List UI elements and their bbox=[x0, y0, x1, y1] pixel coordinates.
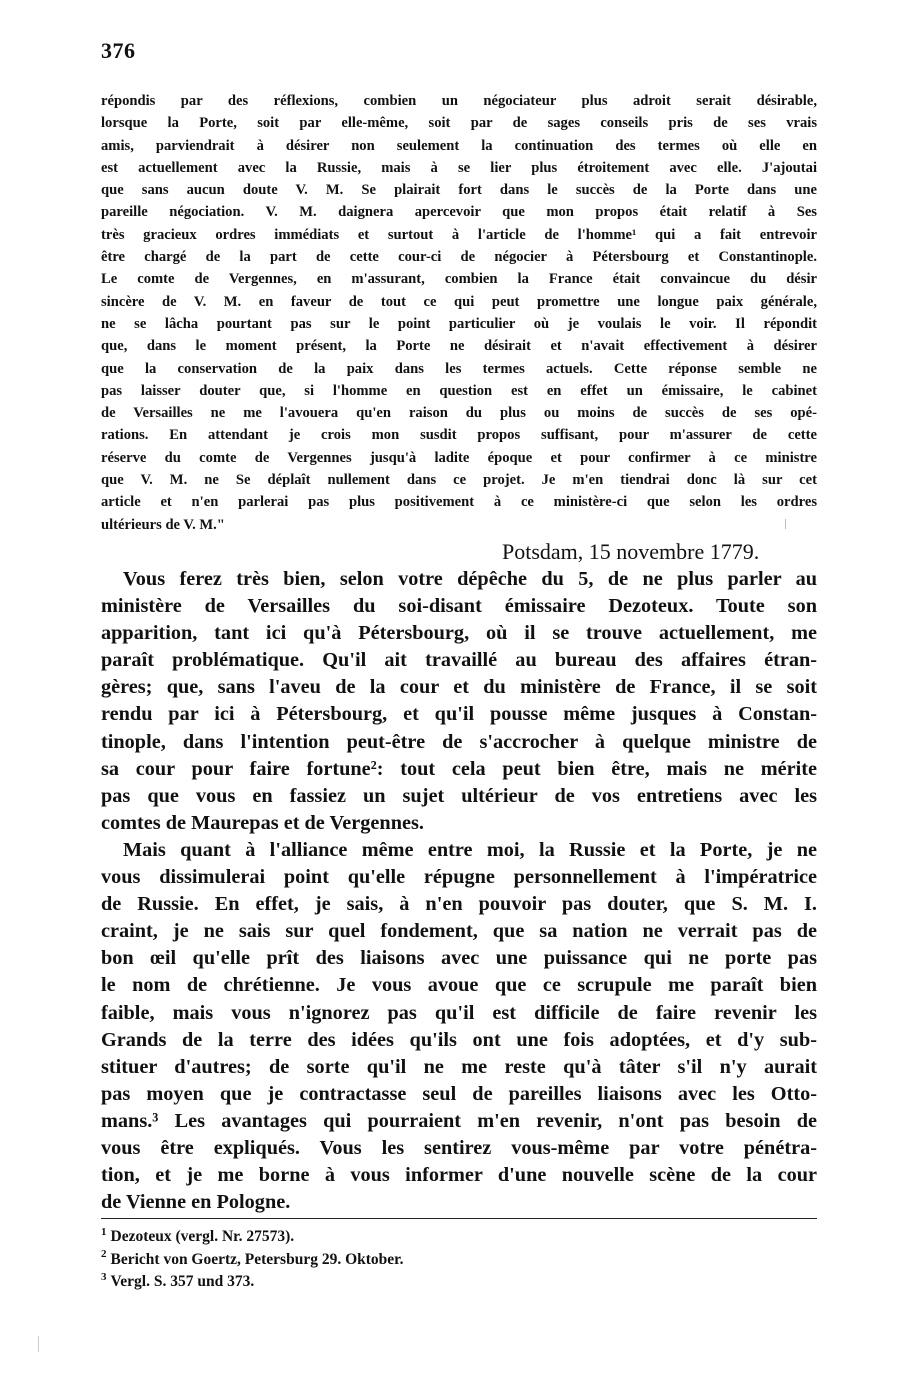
footnote-divider bbox=[101, 1218, 817, 1219]
body-line: ministère de Versailles du soi-disant émissaire Dezoteux. Toute son bbox=[101, 595, 817, 618]
body-line: le nom de chrétienne. Je vous avoue que ce scrupule me paraît bien bbox=[101, 974, 817, 997]
letter-body bbox=[101, 566, 817, 1216]
body-line: mans.³ Les avantages qui pourraient m'en revenir, n'ont pas besoin de bbox=[101, 1109, 817, 1132]
quote-line: être chargé de la part de cette cour-ci de négocier à Pétersbourg et Constantinople. bbox=[101, 249, 817, 266]
body-line: rendu par ici à Pétersbourg, et qu'il pousse même jusques à Constan- bbox=[101, 703, 817, 726]
footnote bbox=[101, 1249, 817, 1272]
quote-line: amis, parviendrait à désirer non seulement la continuation des termes où elle en bbox=[101, 137, 817, 154]
body-line: Grands de la terre des idées qu'ils ont une fois adoptées, et d'y sub- bbox=[101, 1028, 817, 1051]
scan-artifact bbox=[38, 1336, 39, 1352]
body-line: stituer d'autres; de sorte qu'il ne me reste qu'à tâter s'il n'y aurait bbox=[101, 1055, 817, 1078]
quote-line: pas laisser douter que, si l'homme en question est en effet un émissaire, le cabinet bbox=[101, 382, 817, 399]
body-line: de Russie. En effet, je sais, à n'en pouvoir pas douter, que S. M. I. bbox=[101, 893, 817, 916]
quote-line: répondis par des réflexions, combien un négociateur plus adroit serait désirable, bbox=[101, 93, 817, 109]
body-line: craint, je ne sais sur quel fondement, que sa nation ne verrait pas de bbox=[101, 920, 817, 943]
footnote bbox=[101, 1271, 817, 1294]
quote-line: que la conservation de la paix dans les termes actuels. Cette réponse semble ne bbox=[101, 360, 817, 377]
body-line: Vous ferez très bien, selon votre dépêche du 5, de ne plus parler au bbox=[123, 568, 817, 590]
dateline: Potsdam, 15 novembre 1779. bbox=[502, 539, 760, 564]
margin-tick bbox=[785, 519, 786, 529]
body-line: pas moyen que je contractasse seul de pareilles liaisons avec les Otto- bbox=[101, 1082, 817, 1105]
quote-line: que, dans le moment présent, la Porte ne désirait et n'avait effectivement à désirer bbox=[101, 338, 817, 355]
quote-line: est actuellement avec la Russie, mais à se lier plus étroitement avec elle. J'ajoutai bbox=[101, 159, 817, 176]
body-line: paraît problématique. Qu'il ait travaillé au bureau des affaires étran- bbox=[101, 649, 817, 672]
footnotes bbox=[101, 1226, 817, 1294]
body-line: faible, mais vous n'ignorez pas qu'il est difficile de faire revenir les bbox=[101, 1001, 817, 1024]
quote-line: ne se lâcha pourtant pas sur le point particulier où je voulais le voir. Il répondit bbox=[101, 315, 817, 332]
body-line: de Vienne en Pologne. bbox=[101, 1191, 291, 1214]
body-line: comtes de Maurepas et de Vergennes. bbox=[101, 811, 424, 834]
footnote-mark: 2 bbox=[101, 1248, 107, 1261]
quote-line: rations. En attendant je crois mon susdit propos suffisant, pour m'assurer de cette bbox=[101, 427, 817, 444]
quote-line: Le comte de Vergennes, en m'assurant, combien la France était convaincue du désir bbox=[101, 271, 817, 288]
body-line: gères; que, sans l'aveu de la cour et du ministère de France, il se soit bbox=[101, 676, 817, 699]
quote-line: que sans aucun doute V. M. Se plairait fort dans le succès de la Porte dans une bbox=[101, 182, 817, 199]
footnote-mark: 3 bbox=[101, 1270, 107, 1283]
quote-line: réserve du comte de Vergennes jusqu'à ladite époque et pour confirmer à ce ministre bbox=[101, 449, 817, 466]
page-number: 376 bbox=[101, 38, 136, 63]
body-line: vous être expliqués. Vous les sentirez vous-même par votre pénétra- bbox=[101, 1136, 817, 1159]
quote-line: que V. M. ne Se déplaît nullement dans ce projet. Je m'en tiendrai donc là sur cet bbox=[101, 472, 817, 489]
body-line: tinople, dans l'intention peut-être de s'accrocher à quelque ministre de bbox=[101, 730, 817, 753]
body-line: bon œil qu'elle prît des liaisons avec une puissance qui ne porte pas bbox=[101, 947, 817, 970]
quote-line: article et n'en parlerai pas plus positivement à ce ministère-ci que selon les ordres bbox=[101, 494, 817, 511]
quote-line: sincère de V. M. en faveur de tout ce qui peut promettre une longue paix générale, bbox=[101, 293, 817, 310]
quote-line: de Versailles ne me l'avouera qu'en raison du plus ou moins de succès de ses opé- bbox=[101, 405, 817, 422]
quote-line: ultérieurs de V. M." bbox=[101, 516, 225, 533]
footnote-text: Vergl. S. 357 und 373. bbox=[110, 1273, 255, 1290]
body-line: sa cour pour faire fortune²: tout cela peut bien être, mais ne mérite bbox=[101, 757, 817, 780]
footnote-text: Bericht von Goertz, Petersburg 29. Oktober. bbox=[110, 1250, 404, 1268]
body-line: vous dissimulerai point qu'elle répugne personnellement à l'impératrice bbox=[101, 866, 817, 889]
footnote bbox=[101, 1226, 817, 1249]
quote-line: pareille négociation. V. M. daignera apercevoir que mon propos était relatif à Ses bbox=[101, 204, 817, 221]
quoted-report-block bbox=[101, 90, 817, 536]
body-line: apparition, tant ici qu'à Pétersbourg, où il se trouve actuellement, me bbox=[101, 622, 817, 645]
quote-line: lorsque la Porte, soit par elle-même, soit par de sages conseils pris de ses vrais bbox=[101, 115, 817, 132]
body-line: pas que vous en fassiez un sujet ultérieur de vos entretiens avec les bbox=[101, 784, 817, 807]
quote-line: très gracieux ordres immédiats et surtout à l'article de l'homme¹ qui a fait entrevoir bbox=[101, 226, 817, 243]
body-line: tion, et je me borne à vous informer d'une nouvelle scène de la cour bbox=[101, 1164, 817, 1187]
body-line: Mais quant à l'alliance même entre moi, la Russie et la Porte, je ne bbox=[123, 838, 817, 861]
footnote-mark: 1 bbox=[101, 1225, 107, 1238]
footnote-text: Dezoteux (vergl. Nr. 27573). bbox=[110, 1228, 295, 1245]
